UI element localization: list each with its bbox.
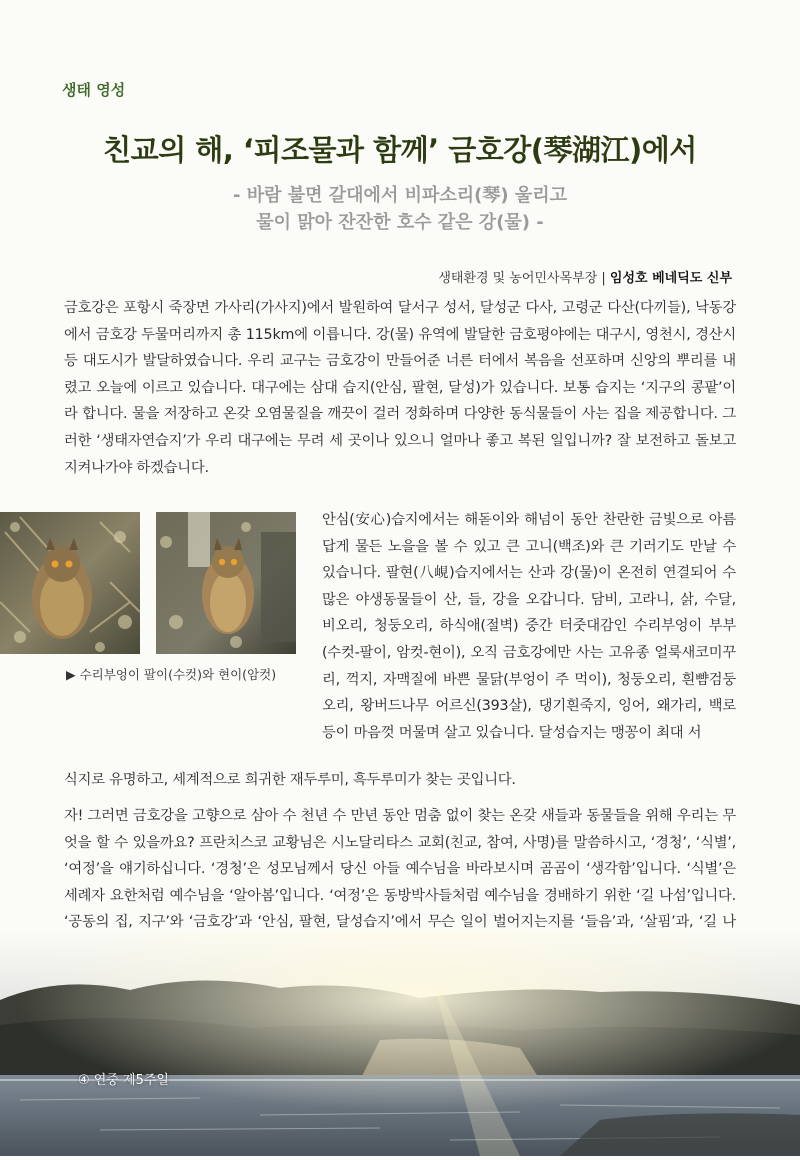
paragraph-1: 금호강은 포항시 죽장면 가사리(가사지)에서 발원하여 달서구 성서, 달성군 다사, 고령군 다산(다끼들), 낙동강에서 금호강 두물머리까지 총 115km에 이릅니다. 강(물) 유역에 발달한 금호평야에는 대구시, 영천시, 경산시 등 대도시가 발달하였습니다. 우리 교구는 금호강이 만들어준 너른 터에서 복음을 선포하며 신앙의 뿌리를 내렸고 오늘에 이르고 있습니다. 대구에는 삼대 습지(안심, 팔현, 달성)가 있습니다. 보통 습지는 ‘지구의 콩팥’이라 합니다. 물을 저장하고 온갖 오염물질을 깨끗이 걸러 정화하며 다양한 동식물들이 사는 집을 제공합니다. 그러한 ‘생태자연습지’가 우리 대구에는 무려 세 곳이나 있으니 얼마나 좋고 복된 일입니까? 잘 보전하고 돌보고 지켜나가야 하겠습니다.: [64, 300, 736, 476]
subtitle: [0, 182, 800, 236]
owl-photo-female: [156, 512, 296, 654]
paragraph-2: 안심(安心)습지에서는 해돋이와 해넘이 동안 찬란한 금빛으로 아름답게 물든 노을을 볼 수 있고 큰 고니(백조)와 큰 기러기도 만날 수 있습니다. 팔현(八峴)습지에서는 산과 강(물)이 온전히 연결되어 수많은 야생동물들이 산, 들, 강을 오갑니다. 담비, 고라니, 삵, 수달, 비오리, 청둥오리, 하식애(절벽) 중간 터줏대감인 수리부엉이 부부(수컷-팔이, 암컷-현이), 오직 금호강에만 사는 고유종 얼룩새코미꾸리, 꺽지, 자맥질에 바쁜 물닭(부엉이 주 먹이), 청둥오리, 흰뺨검둥오리, 왕버드나무 어르신(393살), 댕기흰죽지, 잉어, 왜가리, 백로 등이 마음껏 머물며 살고 있습니다. 달성습지는 맹꽁이 최대 서: [322, 512, 736, 741]
page-title: 친교의 해, ‘피조물과 함께’ 금호강(琴湖江)에서: [103, 133, 697, 167]
section-label: 생태 영성: [62, 81, 126, 99]
river-landscape-image: [0, 930, 800, 1156]
byline-name: 임성호 베네딕도 신부: [609, 271, 732, 286]
photo-caption: ▶ 수리부엉이 팔이(수컷)와 현이(암컷): [66, 667, 277, 682]
subtitle-line-2: 물이 맑아 잔잔한 호수 같은 강(물) -: [256, 212, 544, 233]
owl-photos: [0, 512, 300, 662]
page-footer: ④ 연중 제5주일: [78, 1073, 169, 1088]
paragraph-2-continued: 식지로 유명하고, 세계적으로 희귀한 재두루미, 흑두루미가 찾는 곳입니다.: [64, 772, 516, 788]
paragraph-3-text: 자! 그러면 금호강을 고향으로 삼아 수 천년 수 만년 동안 멈춤 없이 찾는 온갖 새들과 동물들을 위해 우리는 무엇을 할 수 있을까요? 프란치스코 교황님은 시노달리타스 교회(친교, 참여, 사명)를 말씀하시고, ‘경청’, ‘식별’, ‘여정’을 얘기하십니다. ‘경청’은 성모님께서 당신 아들 예수님을 바라보시며 곰곰이 ‘생각함’입니다. ‘식별’은 세례자 요한처럼 예수님을 ‘알아봄’입니다. ‘여정’은 동방박사들처럼 예수님을 경배하기 위한 ‘길 나섬’입니다. ‘공동의 집, 지구’와 ‘금호강’과 ‘안심, 팔현, 달성습지’에서 무슨 일이 벌어지는지를 ‘들음’과, ‘살핌’과, ‘길 나: [64, 808, 736, 931]
subtitle-line-1: - 바람 불면 갈대에서 비파소리(琴) 울리고: [232, 185, 568, 206]
byline-role: 생태환경 및 농어민사목부장 |: [438, 271, 610, 286]
byline: [438, 267, 732, 286]
owl-photo-male: [0, 512, 140, 654]
